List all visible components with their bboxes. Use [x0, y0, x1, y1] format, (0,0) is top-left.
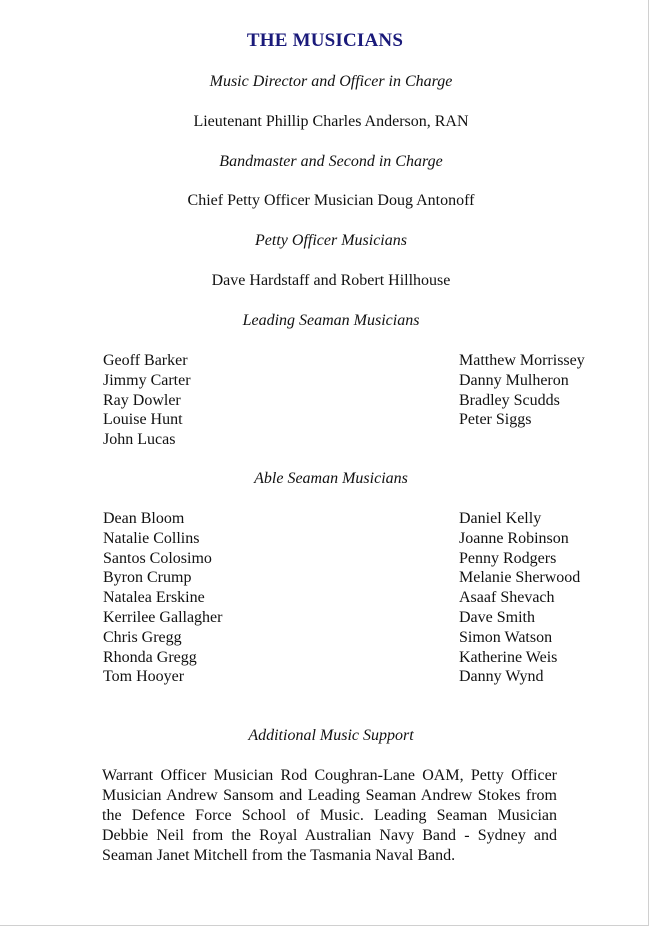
list-item: Penny Rodgers — [459, 549, 557, 567]
page-title: THE MUSICIANS — [246, 30, 404, 51]
leading-seaman-heading: Leading Seaman Musicians — [242, 312, 420, 329]
bandmaster-name: Chief Petty Officer Musician Doug Antonoff — [187, 192, 475, 209]
list-item: Joanne Robinson — [459, 529, 569, 547]
additional-support-paragraph: Warrant Officer Musician Rod Coughran-Lane OAM, Petty Officer Musician Andrew Sansom and Leading Seaman Andrew Stokes from the Defence Force School of Music. Leading Seaman Musician Debbie Neil from the Royal Australian Navy Band - Sydney and Seaman Janet Mitchell from the Tasmania Naval Band. — [102, 767, 557, 864]
petty-officer-names: Dave Hardstaff and Robert Hillhouse — [211, 272, 451, 289]
list-item: Danny Wynd — [459, 668, 544, 686]
list-item: Matthew Morrissey — [459, 352, 585, 369]
list-item: Danny Mulheron — [459, 371, 569, 389]
able-seaman-heading: Able Seaman Musicians — [254, 470, 408, 487]
list-item: Louise Hunt — [103, 411, 183, 429]
list-item: Katherine Weis — [459, 648, 558, 666]
list-item: Asaaf Shevach — [459, 589, 555, 607]
list-item: Peter Siggs — [459, 411, 532, 429]
list-item: Dean Bloom — [103, 510, 185, 527]
list-item: Natalea Erskine — [103, 589, 205, 607]
list-item: Chris Gregg — [103, 628, 182, 646]
list-item: Dave Smith — [459, 608, 535, 626]
list-item: Geoff Barker — [103, 352, 188, 369]
list-item: Simon Watson — [459, 628, 553, 646]
list-item: Jimmy Carter — [103, 371, 191, 389]
list-item: Daniel Kelly — [459, 510, 542, 527]
bandmaster-role: Bandmaster and Second in Charge — [219, 153, 443, 170]
music-director-name: Lieutenant Phillip Charles Anderson, RAN — [193, 113, 469, 130]
list-item: Rhonda Gregg — [103, 648, 197, 666]
leading-seaman-right-list — [459, 351, 585, 430]
able-seaman-right-list — [459, 509, 580, 687]
list-item: Ray Dowler — [103, 391, 181, 409]
list-item: Bradley Scudds — [459, 391, 560, 409]
additional-support-heading: Additional Music Support — [248, 727, 414, 744]
list-item: Santos Colosimo — [103, 549, 212, 567]
petty-officer-role: Petty Officer Musicians — [255, 232, 407, 249]
music-director-role: Music Director and Officer in Charge — [209, 73, 453, 90]
list-item: Natalie Collins — [103, 529, 200, 547]
list-item: Melanie Sherwood — [459, 569, 581, 587]
leading-seaman-left-list — [103, 351, 191, 450]
list-item: Tom Hooyer — [103, 668, 185, 686]
list-item: Byron Crump — [103, 569, 192, 587]
able-seaman-left-list — [103, 509, 222, 687]
list-item: Kerrilee Gallagher — [103, 608, 223, 626]
list-item: John Lucas — [103, 431, 176, 449]
